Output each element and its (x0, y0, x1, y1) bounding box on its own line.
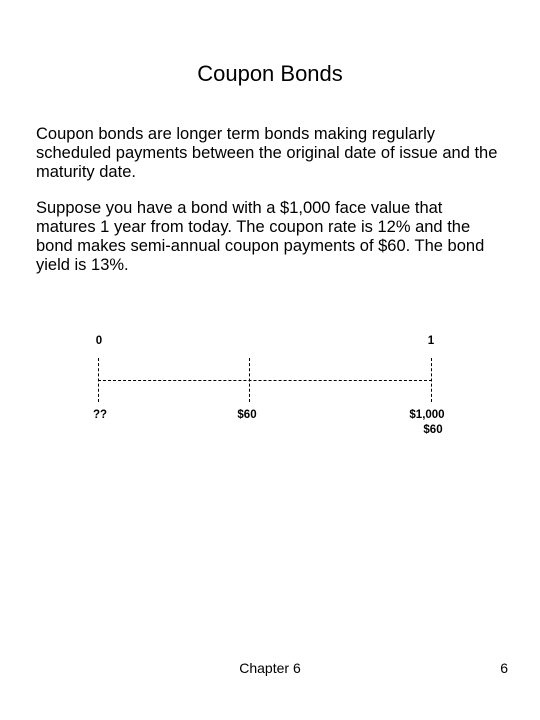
paragraph-definition: Coupon bonds are longer term bonds making regularly scheduled payments between the original date of issue and the maturity date. (36, 125, 498, 181)
paragraph-example: Suppose you have a bond with a $1,000 face value that matures 1 year from today. The coupon rate is 12% and the bond makes semi-annual coupon payments of $60. The bond yield is 13%. (36, 199, 485, 274)
period-label-0: 0 (95, 335, 103, 347)
timeline-line (98, 380, 432, 381)
cash-flow-t-half: $60 (237, 409, 257, 421)
footer-chapter: Chapter 6 (239, 660, 301, 676)
cash-flow-t1-face-value: $1,000 (409, 409, 445, 421)
cash-flow-t1-coupon: $60 (423, 424, 443, 436)
cash-flow-t0: ?? (92, 409, 108, 421)
footer-page-number: 6 (500, 660, 508, 676)
slide-title: Coupon Bonds (197, 61, 343, 86)
period-label-1: 1 (427, 335, 435, 347)
